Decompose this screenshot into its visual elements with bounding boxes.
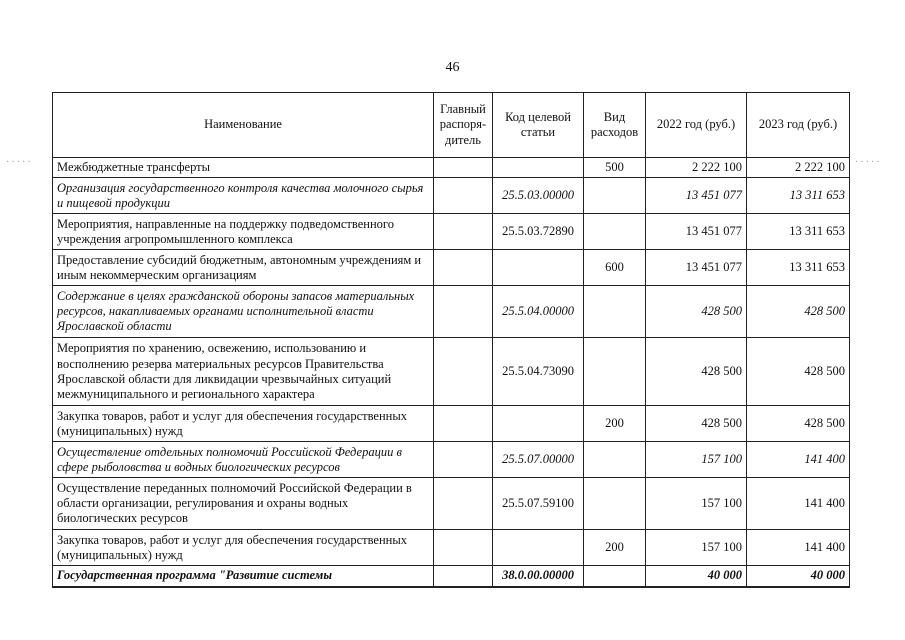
cell-2022: 428 500 <box>646 338 747 406</box>
cell-type <box>584 214 646 250</box>
cell-2023: 428 500 <box>747 338 850 406</box>
cell-admin <box>434 566 493 587</box>
cell-type <box>584 478 646 530</box>
header-name: Наименование <box>53 93 434 158</box>
cell-2022: 13 451 077 <box>646 250 747 286</box>
table-row <box>53 178 850 214</box>
header-2023: 2023 год (руб.) <box>747 93 850 158</box>
table-row <box>53 286 850 338</box>
cell-name: Мероприятия, направленные на поддержку подведомственного учреждения агропромышленного комплекса <box>53 214 434 250</box>
cell-admin <box>434 478 493 530</box>
cell-code: 25.5.03.00000 <box>493 178 584 214</box>
cell-admin <box>434 250 493 286</box>
table-row <box>53 406 850 442</box>
cell-2023: 141 400 <box>747 442 850 478</box>
cell-2023: 2 222 100 <box>747 158 850 178</box>
cell-name: Организация государственного контроля качества молочного сырья и пищевой продукции <box>53 178 434 214</box>
cell-name: Осуществление отдельных полномочий Российской Федерации в сфере рыболовства и водных биологических ресурсов <box>53 442 434 478</box>
cell-2023: 40 000 <box>747 566 850 587</box>
cell-type <box>584 442 646 478</box>
margin-dots-right: ····· <box>855 157 882 168</box>
cell-2022: 40 000 <box>646 566 747 587</box>
cell-type <box>584 338 646 406</box>
cell-code: 25.5.04.00000 <box>493 286 584 338</box>
cell-admin <box>434 530 493 566</box>
cell-2023: 428 500 <box>747 286 850 338</box>
cell-type <box>584 286 646 338</box>
cell-admin <box>434 406 493 442</box>
cell-code: 25.5.03.72890 <box>493 214 584 250</box>
header-2022: 2022 год (руб.) <box>646 93 747 158</box>
cell-name: Закупка товаров, работ и услуг для обеспечения государственных (муниципальных) нужд <box>53 530 434 566</box>
table-row <box>53 478 850 530</box>
cell-code <box>493 158 584 178</box>
cell-code: 38.0.00.00000 <box>493 566 584 587</box>
table-row <box>53 566 850 587</box>
table-row <box>53 442 850 478</box>
cell-name: Предоставление субсидий бюджетным, автономным учреждениям и иным некоммерческим организациям <box>53 250 434 286</box>
cell-name: Межбюджетные трансферты <box>53 158 434 178</box>
header-admin: Главный распоря-дитель <box>434 93 493 158</box>
table-header-row <box>53 93 850 158</box>
cell-admin <box>434 338 493 406</box>
cell-2023: 13 311 653 <box>747 250 850 286</box>
cell-2023: 428 500 <box>747 406 850 442</box>
cell-name: Мероприятия по хранению, освежению, использованию и восполнению резерва материальных ресурсов Правительства Ярославской области для ликвидации чрезвычайных ситуаций межмуниципального и регионального характера <box>53 338 434 406</box>
cell-type: 200 <box>584 530 646 566</box>
table-row <box>53 214 850 250</box>
cell-name: Осуществление переданных полномочий Российской Федерации в области организации, регулирования и охраны водных биологических ресурсов <box>53 478 434 530</box>
cell-type <box>584 566 646 587</box>
margin-dots-left: ····· <box>6 157 33 168</box>
cell-type: 600 <box>584 250 646 286</box>
cell-name: Закупка товаров, работ и услуг для обеспечения государственных (муниципальных) нужд <box>53 406 434 442</box>
cell-code <box>493 250 584 286</box>
table-row <box>53 530 850 566</box>
cell-2022: 428 500 <box>646 286 747 338</box>
cell-2023: 13 311 653 <box>747 178 850 214</box>
cell-type: 500 <box>584 158 646 178</box>
cell-code: 25.5.04.73090 <box>493 338 584 406</box>
cell-code: 25.5.07.00000 <box>493 442 584 478</box>
cell-type <box>584 178 646 214</box>
cell-2022: 157 100 <box>646 478 747 530</box>
cell-admin <box>434 158 493 178</box>
cell-2022: 13 451 077 <box>646 178 747 214</box>
table-row <box>53 158 850 178</box>
header-type: Вид расходов <box>584 93 646 158</box>
cell-code <box>493 530 584 566</box>
cell-code: 25.5.07.59100 <box>493 478 584 530</box>
table-row <box>53 338 850 406</box>
cell-admin <box>434 214 493 250</box>
cell-2023: 141 400 <box>747 530 850 566</box>
cell-2022: 157 100 <box>646 442 747 478</box>
cell-admin <box>434 286 493 338</box>
cell-2023: 13 311 653 <box>747 214 850 250</box>
cell-admin <box>434 442 493 478</box>
cell-admin <box>434 178 493 214</box>
page-number: 46 <box>445 60 460 75</box>
cell-2022: 13 451 077 <box>646 214 747 250</box>
cell-2022: 428 500 <box>646 406 747 442</box>
cell-name: Содержание в целях гражданской обороны запасов материальных ресурсов, накапливаемых органами исполнительной власти Ярославской области <box>53 286 434 338</box>
cell-2022: 2 222 100 <box>646 158 747 178</box>
cell-name: Государственная программа "Развитие системы <box>53 566 434 587</box>
cell-2022: 157 100 <box>646 530 747 566</box>
table-row <box>53 250 850 286</box>
cell-2023: 141 400 <box>747 478 850 530</box>
header-code: Код целевой статьи <box>493 93 584 158</box>
budget-table <box>52 92 850 588</box>
cell-type: 200 <box>584 406 646 442</box>
cell-code <box>493 406 584 442</box>
